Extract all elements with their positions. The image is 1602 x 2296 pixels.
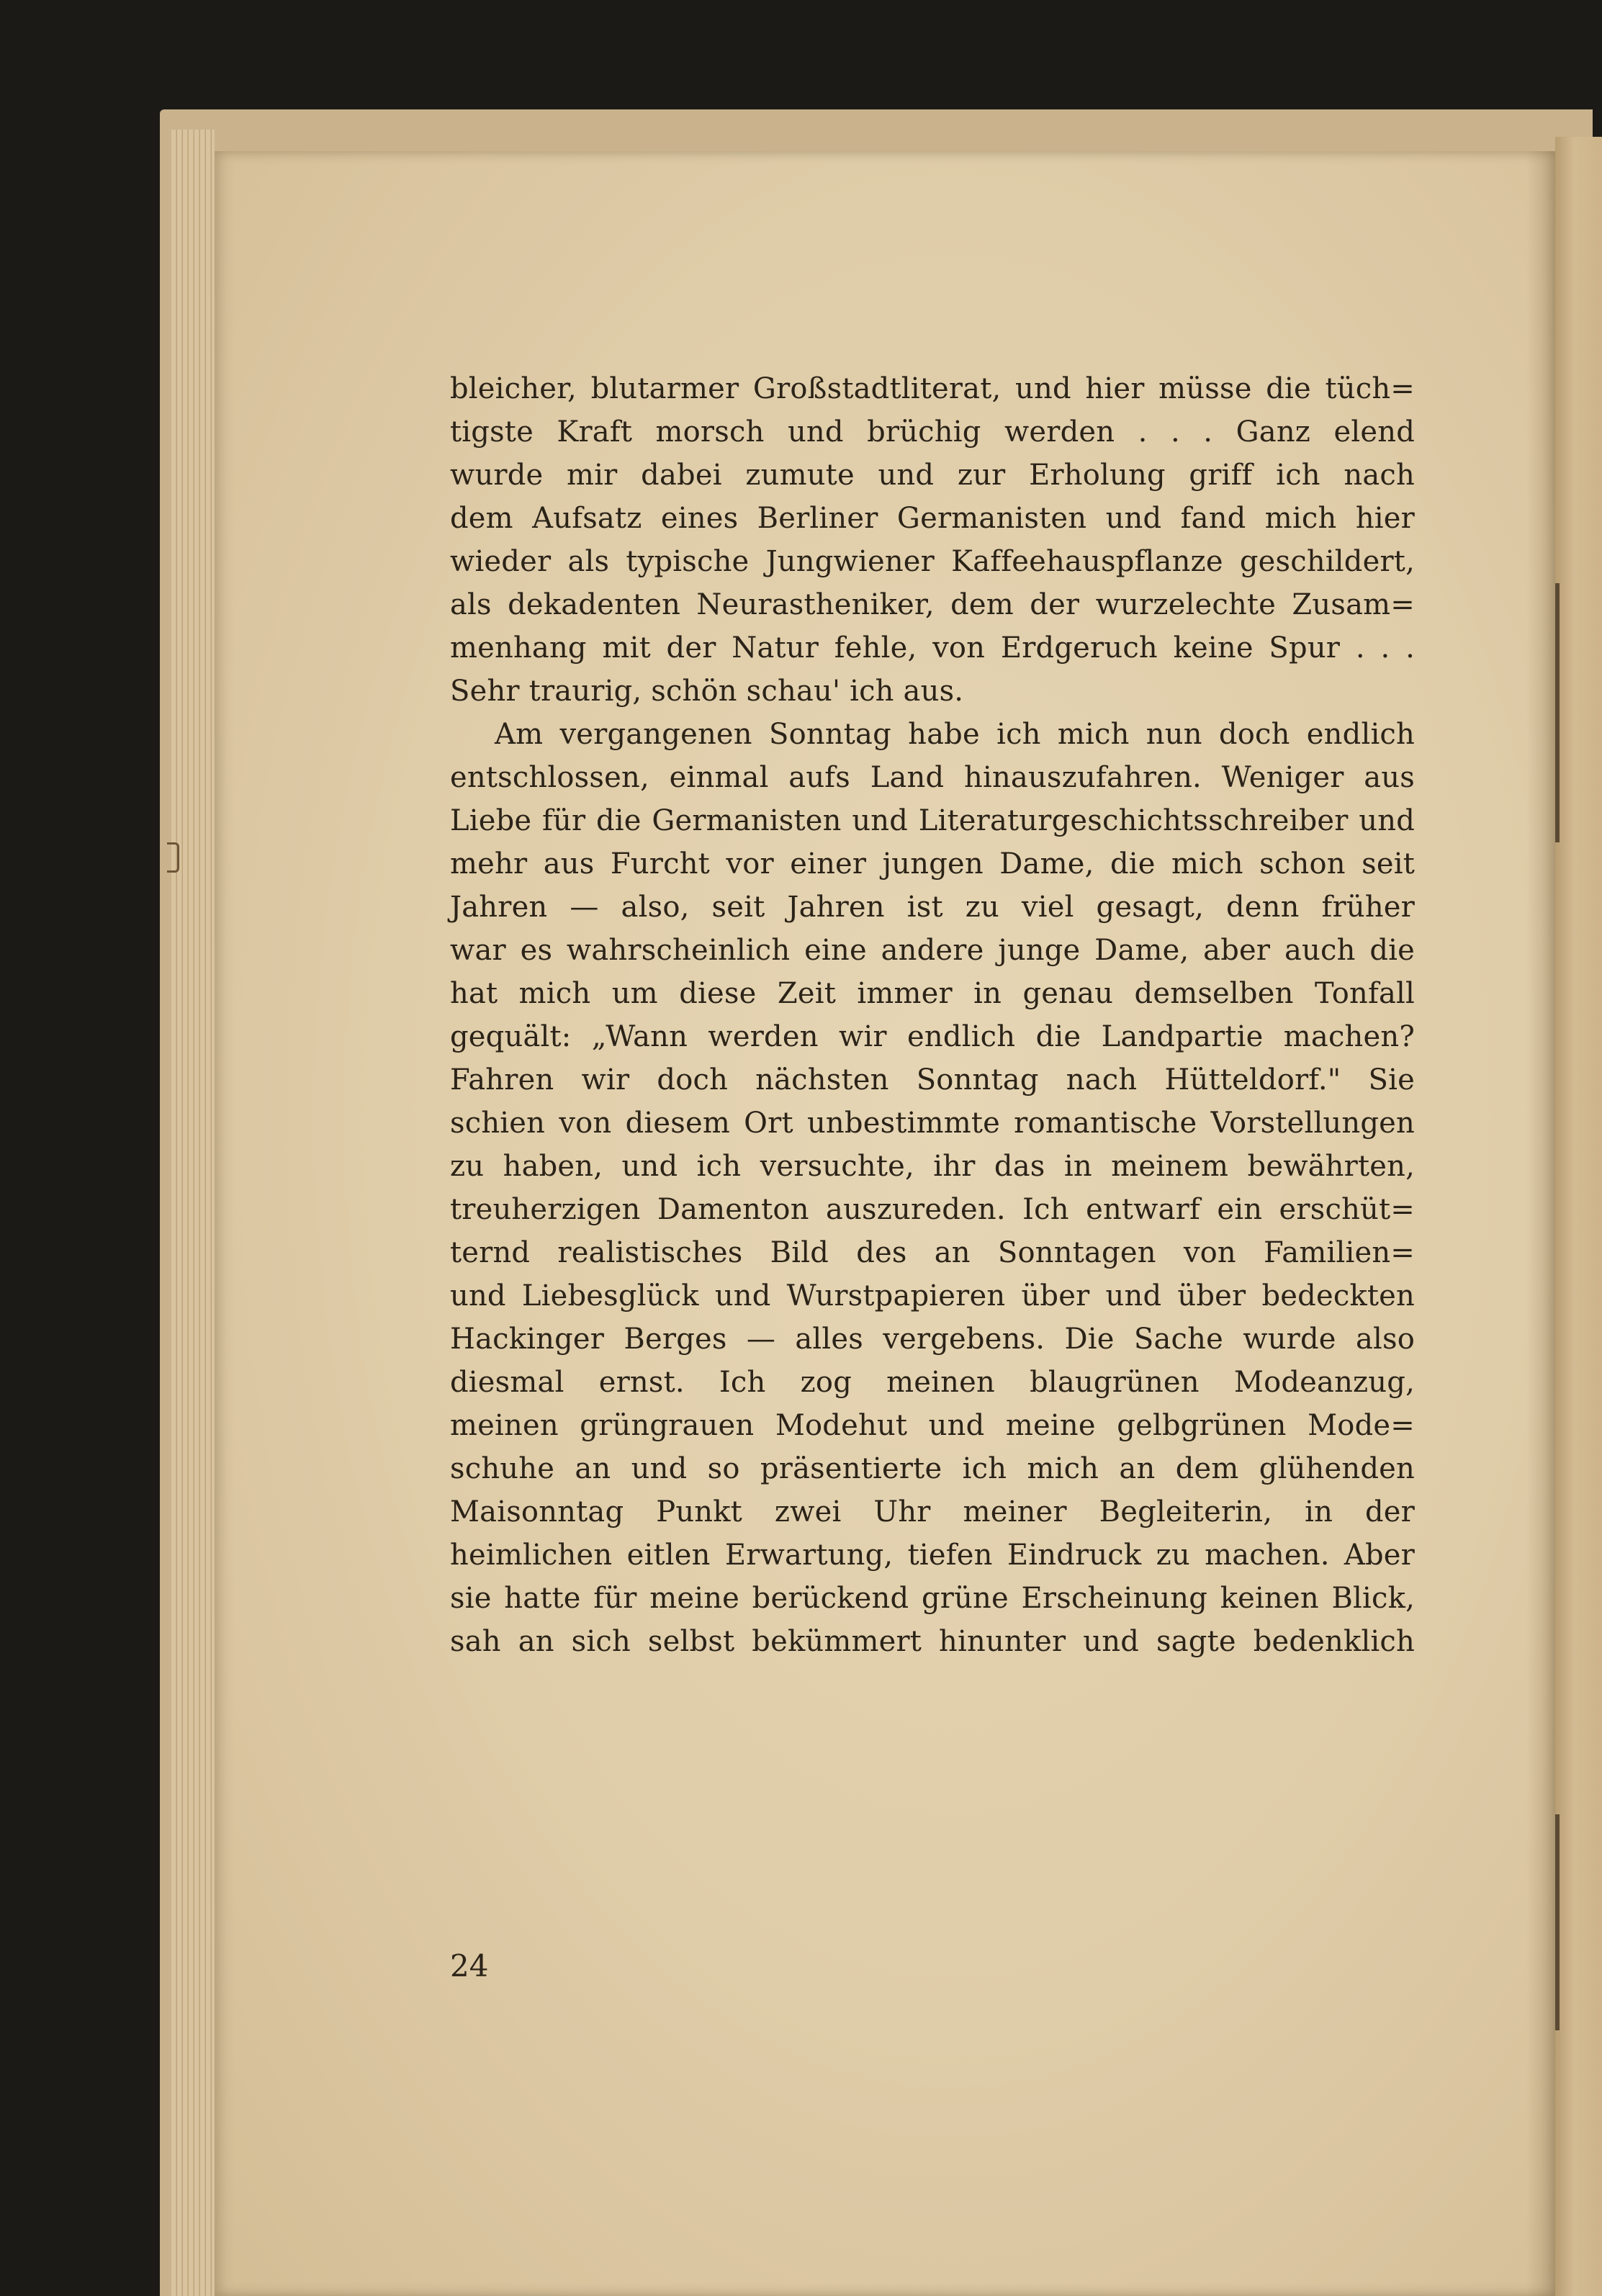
text-line: sie hatte für meine berückend grüne Erscheinung keinen Blick,: [450, 1582, 1415, 1615]
text-line: Jahren — also, seit Jahren ist zu viel gesagt, denn früher: [450, 891, 1415, 924]
text-line: meinen grüngrauen Modehut und meine gelbgrünen Mode=: [450, 1409, 1415, 1442]
text-line: bleicher, blutarmer Großstadtliterat, und hier müsse die tüch=: [450, 372, 1415, 405]
text-line: wieder als typische Jungwiener Kaffeehauspflanze geschildert,: [450, 545, 1415, 578]
gutter-shadow: [1526, 151, 1555, 2296]
adjacent-page-mark: [1555, 583, 1560, 842]
text-line: schuhe an und so präsentierte ich mich an dem glühenden: [450, 1452, 1415, 1485]
text-line: menhang mit der Natur fehle, von Erdgeruch keine Spur . . .: [450, 631, 1415, 665]
adjacent-page-mark: [1555, 1814, 1560, 2030]
text-line: Liebe für die Germanisten und Literaturgeschichtsschreiber und: [450, 804, 1415, 837]
text-line: mehr aus Furcht vor einer jungen Dame, die mich schon seit: [450, 847, 1415, 881]
text-line: zu haben, und ich versuchte, ihr das in meinem bewährten,: [450, 1150, 1415, 1183]
text-line: Fahren wir doch nächsten Sonntag nach Hütteldorf." Sie: [450, 1063, 1415, 1097]
text-line: entschlossen, einmal aufs Land hinauszufahren. Weniger aus: [450, 761, 1415, 794]
text-line: als dekadenten Neurastheniker, dem der wurzelechte Zusam=: [450, 588, 1415, 621]
text-line: diesmal ernst. Ich zog meinen blaugrünen Modeanzug,: [450, 1366, 1415, 1399]
text-line: dem Aufsatz eines Berliner Germanisten und fand mich hier: [450, 502, 1415, 535]
text-line: Sehr traurig, schön schau' ich aus.: [450, 675, 964, 708]
body-text: [450, 367, 1415, 1663]
text-line: schien von diesem Ort unbestimmte romantische Vorstellungen: [450, 1107, 1415, 1140]
text-line: gequält: „Wann werden wir endlich die Landpartie machen?: [450, 1020, 1415, 1053]
adjacent-page-edge: [1555, 137, 1602, 2296]
text-line: treuherzigen Damenton auszureden. Ich entwarf ein erschüt=: [450, 1193, 1415, 1226]
text-line: Hackinger Berges — alles vergebens. Die Sache wurde also: [450, 1323, 1415, 1356]
text-line: heimlichen eitlen Erwartung, tiefen Eindruck zu machen. Aber: [450, 1539, 1415, 1572]
text-line: Maisonntag Punkt zwei Uhr meiner Begleiterin, in der: [450, 1495, 1415, 1529]
page-number: 24: [450, 1948, 489, 1984]
text-line: hat mich um diese Zeit immer in genau demselben Tonfall: [450, 977, 1415, 1010]
text-line: war es wahrscheinlich eine andere junge Dame, aber auch die: [450, 934, 1415, 967]
text-line: und Liebesglück und Wurstpapieren über und über bedeckten: [450, 1279, 1415, 1313]
text-line: ternd realistisches Bild des an Sonntagen von Familien=: [450, 1236, 1415, 1269]
text-line: sah an sich selbst bekümmert hinunter und sagte bedenklich: [450, 1625, 1415, 1658]
text-line: tigste Kraft morsch und brüchig werden . . . Ganz elend: [450, 415, 1415, 449]
text-line: Am vergangenen Sonntag habe ich mich nun doch endlich: [495, 718, 1415, 751]
text-line: wurde mir dabei zumute und zur Erholung griff ich nach: [450, 459, 1415, 492]
page-stack-edge: [171, 130, 215, 2296]
margin-mark: [167, 842, 179, 873]
